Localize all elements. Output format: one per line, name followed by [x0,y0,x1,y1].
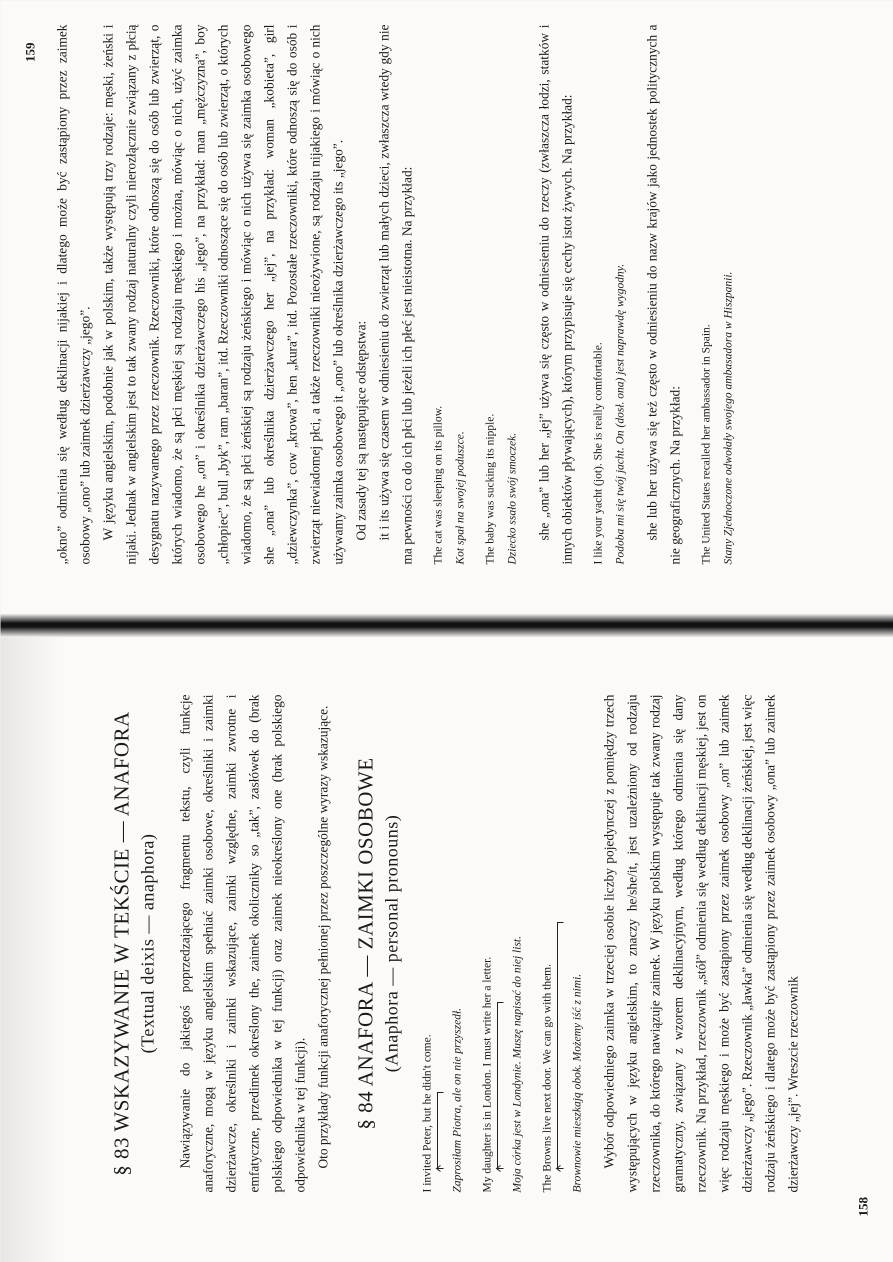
right-paragraph-2: W języku angielskim, podobnie jak w polskim, także występują trzy rodzaje: męski, żeński i nijaki. Jednak w angielskim jest to tak zwany rodzaj naturalny czyli nierozłącznie związany z płcią desygnatu nazywanego przez rzeczownik. Rzeczowniki, które odnoszą się do osób lub zwierząt, o których wiadomo, że są płci męskiej są rodzaju męskiego i można, mówiąc o nich, użyć zaimka osobowego he „on” i określnika dzierżawczego his „jego”, na przykład: man „mężczyzna”, boy „chłopiec”, bull „byk”, ram „baran”, itd. Rzeczowniki odnoszące się do osób lub zwierząt, o których wiadomo, że są płci żeńskiej są rodzaju żeńskiego i mówiąc o nich używa się zaimka osobowego she „ona” lub określnika dzierżawczego her „jej”, na przykład: woman „kobieta”, girl „dziewczynka”, cow „krowa”, hen „kura”, itd. Pozostałe rzeczowniki, które odnoszą się do osób i zwierząt niewiadomej płci, a także rzeczowniki nieożywione, są rodzaju nijakiego i mówiąc o nich używamy zaimka osobowego it „ono” lub określnika dzierżawczego its „jego”. [100,24,345,564]
example-7-polish: Stany Zjednoczone odwołały swojego ambasadora w Hiszpanii. [722,271,734,564]
example-5-english: The baby was sucking its nipple. [484,413,496,564]
example-1 [417,694,467,1192]
example-7-english: The United States recalled her ambassador in Spain. [700,323,712,564]
example-5-polish: Dziecko ssało swój smoczek. [506,432,518,564]
page-159 [0,0,893,622]
example-2 [477,694,527,1192]
example-3-english: The Browns live next door. We can go with them. [541,963,553,1192]
right-paragraph-6: she lub her używa się też często w odniesieniu do nazw krajów jako jednostek politycznych a nie geograficznych. Na przykład: [644,24,682,564]
right-column [50,24,748,564]
example-2-english: My daughter is in London. I must write her a letter. [481,956,493,1192]
page-number-right: 159 [22,42,37,62]
right-paragraph-4: it i its używa się czasem w odniesieniu do zwierząt lub małych dzieci, zwłaszcza wtedy gdy nie ma pewności co do ich płci lub jeżeli ich płeć jest nieistotna. Na przykład: [376,24,414,564]
example-6-polish: Podoba mi się twój jacht. On (dosł. ona) jest naprawdę wygodny. [614,263,626,564]
example-3-polish: Brownowie mieszkają obok. Możemy iść z nimi. [571,973,583,1192]
page-158 [0,622,893,1262]
example-6-english: I like your yacht (jot). She is really comfortable. [592,341,604,564]
section-84-title: § 84 ANAFORA — ZAIMKI OSOBOWE [353,756,377,1130]
section-83-subtitle: (Textual deixis — anaphora) [137,833,157,1053]
example-6 [588,24,630,564]
section-84-subtitle: (Anaphora — personal pronouns) [381,814,401,1072]
right-paragraph-1: „okno” odmienia się według deklinacji nijakiej i dlatego może być zastąpiony przez zaimek osobowy „ono” lub zaimek dzierżawczy „jego”. [54,24,92,564]
section-83-paragraph-2: Oto przykłady funkcji anaforycznej pełnionej przez poszczególne wyrazy wskazujące. [315,705,330,1168]
right-paragraph-3: Od zasady tej są następujące odstępstwa: [353,320,368,540]
example-5 [480,24,522,564]
right-paragraph-5: she „ona” lub her „jej” używa się często w odniesieniu do rzeczy (zwłaszcza łodzi, statków i innych obiektów pływających), którym przypisuje się cechy istot żywych. Na przykład: [536,24,574,564]
example-4-english: The cat was sleeping on its pillow. [432,405,444,564]
example-7 [696,24,738,564]
section-84-paragraph: Wybór odpowiedniego zaimka w trzeciej osobie liczby pojedynczej z pomiędzy trzech występujących w języku angielskim, to znaczy he/she/it, jest uzależniony od rodzaju rzeczownika, do którego nawiązuje zaimek. W języku polskim występuje tak zwany rodzaj gramatyczny, związany z wzorem deklinacyjnym, według którego odmienia się dany rzeczownik. Na przykład, rzeczownik „stół” odmienia się według deklinacji męskiej, jest on więc rodzaju męskiego i może być zastąpiony przez zaimek osobowy „on” lub zaimek dzierżawczy „jego”. Rzeczownik „ławka” odmienia się według deklinacji żeńskiej, jest więc rodzaju żeńskiego i dlatego może być zastąpiony przez zaimek osobowy „ona” lub zaimek dzierżawczy „jej”. Wreszcie rzeczownik [601,694,800,1192]
example-4-polish: Kot spał na swojej poduszce. [454,430,466,564]
section-83-title: § 83 WSKAZYWANIE W TEKŚCIE — ANAFORA [109,710,133,1176]
example-3 [537,694,587,1192]
example-1-english: I invited Peter, but he didn't come. [421,1033,433,1192]
section-83-paragraph-1: Nawiązywanie do jakiegoś poprzedzającego fragmentu tekstu, czyli funkcje anaforyczne, mogą w języku angielskim spełniać zaimki osobowe, określniki i zaimki dzierżawcze, określniki i zaimki wskazujące, zaimki względne, zaimki zwrotne i emfatyczne, przedimek określony the, zaimek okoliczniky so „tak”, zasłówek do (brak polskiego odpowiednika w tej funkcji) oraz zaimek nieokreślony one (brak polskiego odpowiednika w tej funkcji). [177,694,307,1192]
example-4 [428,24,470,564]
example-1-polish: Zaprosiłam Piotra, ale on nie przyszedł. [451,1007,463,1192]
example-2-polish: Moja córka jest w Londynie. Muszę napisać do niej list. [511,935,523,1192]
left-column [108,694,804,1192]
page-number-left: 158 [855,1196,870,1216]
